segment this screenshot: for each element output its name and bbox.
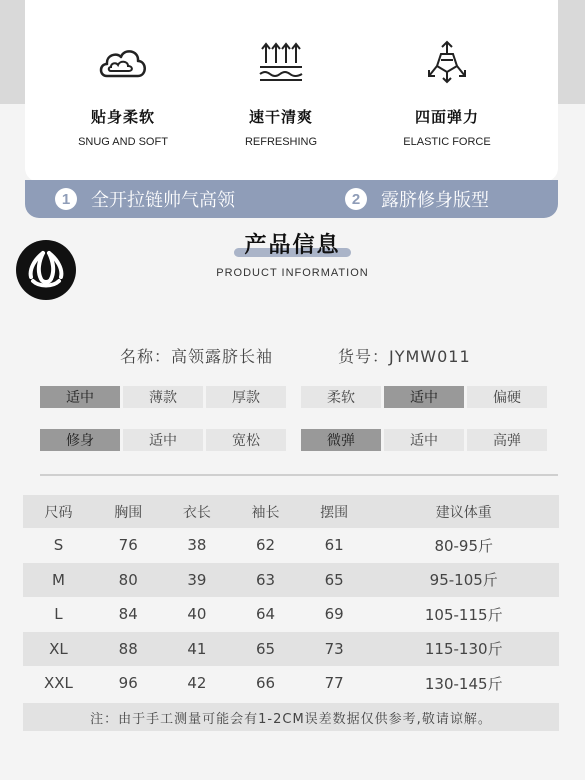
table-cell: 39 (163, 563, 232, 598)
feature-subtitle: ELASTIC FORCE (403, 136, 491, 148)
banner-item (345, 186, 489, 212)
heading-zh-text: 产品信息 (244, 233, 341, 258)
product-info-heading (0, 228, 585, 279)
attr-option: 柔软 (301, 386, 381, 408)
table-cell: L (54, 605, 63, 624)
attr-option: 修身 (40, 429, 120, 451)
feature-refreshing (191, 36, 371, 148)
table-cell: XL (23, 632, 94, 667)
table-header: 袖长 (231, 495, 300, 528)
attr-option: 适中 (384, 429, 464, 451)
table-cell: 69 (324, 605, 344, 624)
feature-subtitle: SNUG AND SOFT (78, 136, 168, 148)
table-header-row (23, 495, 559, 528)
attr-option: 薄款 (123, 386, 203, 408)
table-cell: 77 (324, 674, 344, 693)
table-cell: 61 (324, 536, 344, 555)
table-cell: XXL (43, 674, 73, 693)
table-cell: 38 (187, 536, 207, 555)
table-row (23, 528, 559, 563)
feature-elastic (357, 36, 537, 148)
attr-softness (301, 386, 550, 408)
table-cell: 42 (187, 674, 207, 693)
table-cell: 105-115斤 (424, 605, 503, 624)
attr-option: 高弹 (467, 429, 547, 451)
section-divider (40, 474, 558, 476)
table-cell: M (23, 563, 94, 598)
feature-title: 贴身柔软 (90, 108, 155, 126)
table-header: 衣长 (163, 495, 232, 528)
table-row (23, 666, 559, 701)
table-cell: 62 (255, 536, 276, 555)
feature-snug-soft (33, 36, 213, 148)
table-cell: 130-145斤 (424, 674, 503, 693)
highlight-banner (25, 180, 558, 218)
table-cell: 80-95斤 (434, 536, 494, 555)
table-row (23, 597, 559, 632)
attr-option: 适中 (123, 429, 203, 451)
feature-title: 四面弹力 (414, 108, 479, 126)
table-cell: 66 (255, 674, 276, 693)
table-cell: 63 (231, 563, 300, 598)
attr-option: 微弹 (301, 429, 381, 451)
table-cell: 41 (163, 632, 232, 667)
banner-text: 全开拉链帅气高领 (91, 190, 235, 211)
attr-option: 偏硬 (467, 386, 547, 408)
size-table (23, 495, 559, 701)
banner-item (55, 186, 235, 212)
attr-fit (40, 429, 289, 451)
measurement-note: 注：由于手工测量可能会有1-2CM误差数据仅供参考,敬请谅解。 (23, 703, 559, 731)
feature-title: 速干清爽 (248, 108, 313, 126)
number-badge: 1 (55, 188, 77, 210)
table-cell: 88 (94, 632, 163, 667)
table-cell: 65 (231, 632, 300, 667)
table-cell: 76 (118, 536, 138, 555)
heading-zh (244, 228, 340, 259)
heat-wave-icon (191, 36, 371, 88)
table-cell: 115-130斤 (368, 632, 559, 667)
feature-subtitle: REFRESHING (244, 136, 318, 148)
banner-text: 露脐修身版型 (381, 190, 489, 211)
attr-elasticity (301, 429, 550, 451)
table-cell: 95-105斤 (368, 563, 559, 598)
table-header: 胸围 (94, 495, 163, 528)
table-cell: 96 (118, 674, 138, 693)
table-row (23, 632, 559, 667)
attr-option: 厚款 (206, 386, 286, 408)
attr-option: 适中 (40, 386, 120, 408)
heading-en: PRODUCT INFORMATION (216, 267, 369, 279)
table-header: 尺码 (23, 495, 94, 528)
table-cell: S (53, 536, 64, 555)
table-cell: 80 (94, 563, 163, 598)
table-cell: 84 (118, 605, 138, 624)
attr-option: 适中 (384, 386, 464, 408)
table-cell: 64 (255, 605, 276, 624)
attr-option: 宽松 (206, 429, 286, 451)
product-name: 名称：高领露脐长袖 (120, 347, 274, 366)
table-header: 摆围 (300, 495, 369, 528)
attr-thickness (40, 386, 289, 408)
product-code: 货号：JYMW011 (338, 347, 471, 366)
stretch-arrows-icon (357, 36, 537, 88)
number-badge: 2 (345, 188, 367, 210)
table-cell: 40 (187, 605, 207, 624)
table-header: 建议体重 (368, 495, 559, 528)
features-card (25, 0, 558, 182)
table-cell: 73 (300, 632, 369, 667)
table-row (23, 563, 559, 598)
cloud-icon (33, 36, 213, 88)
table-cell: 65 (300, 563, 369, 598)
